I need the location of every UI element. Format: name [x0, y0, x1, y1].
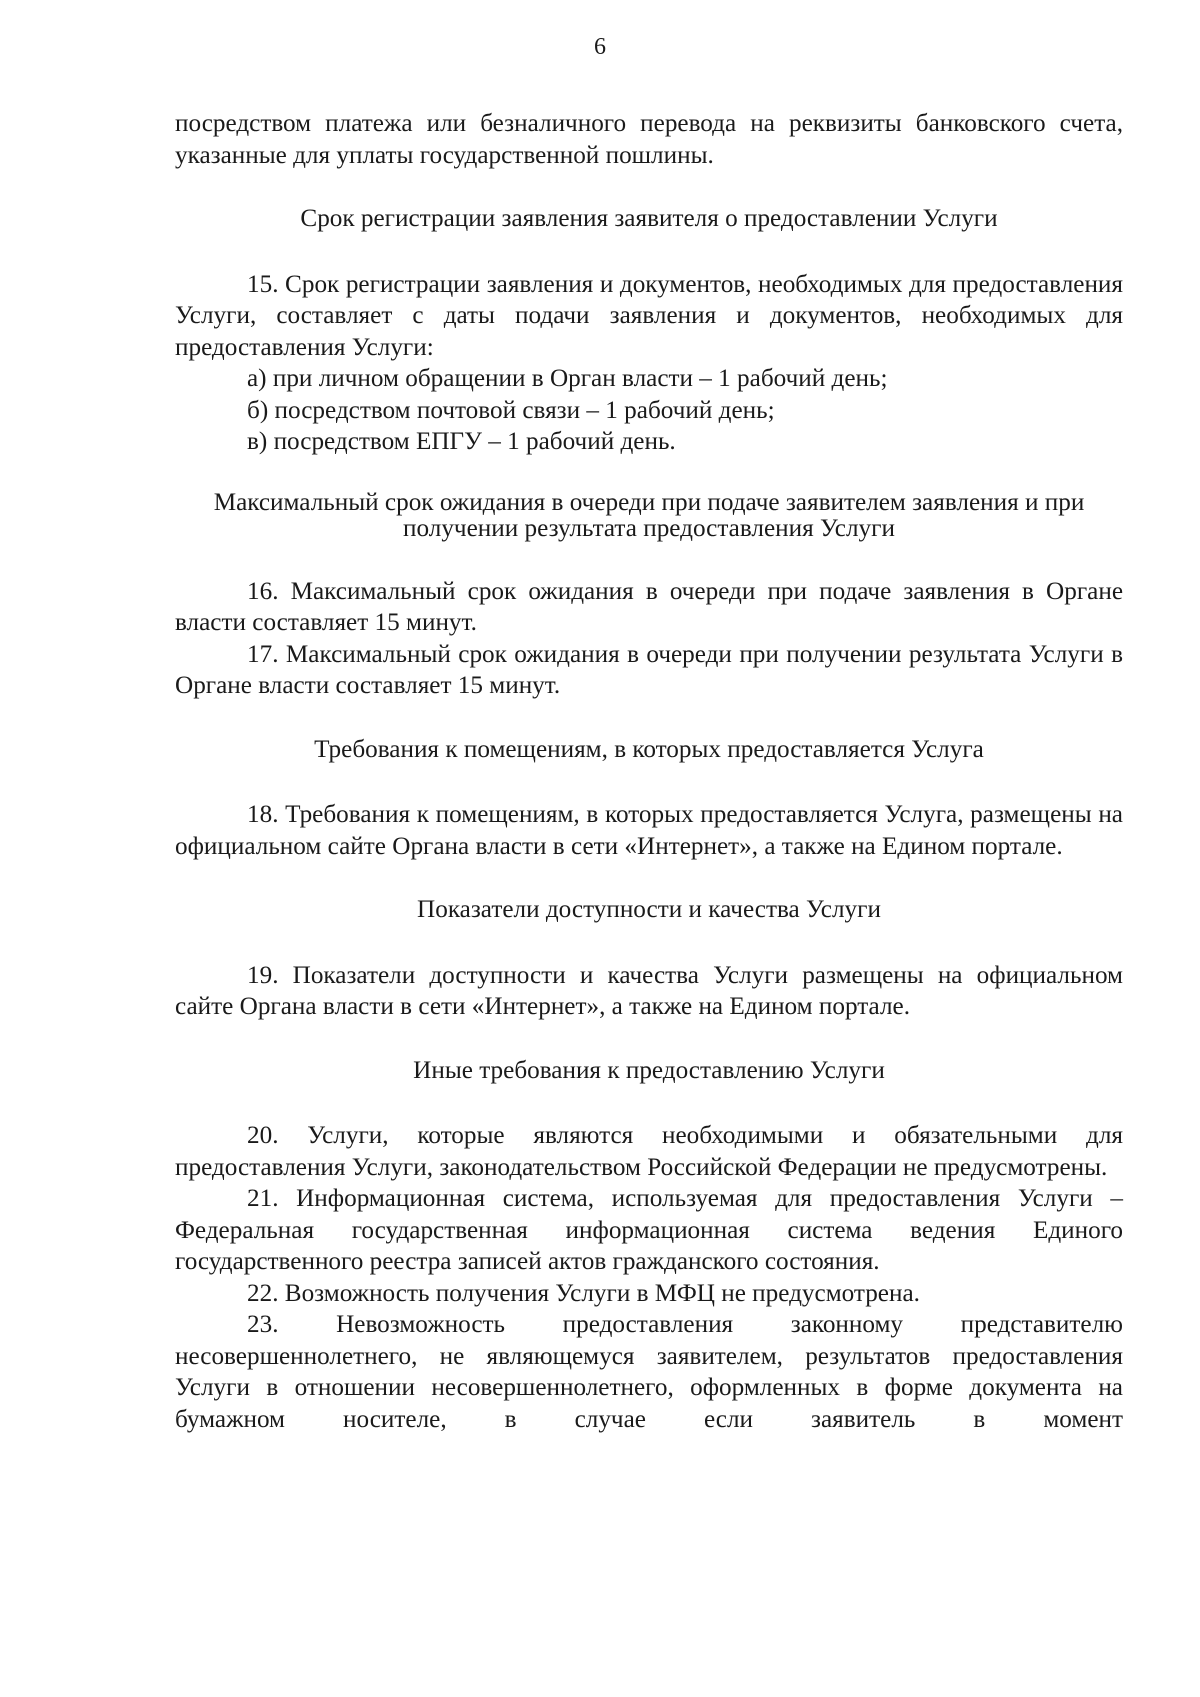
- paragraph-23: 23. Невозможность предоставления законному представителю несовершеннолетнего, не являющемуся заявителем, результатов предоставления Услуги в отношении несовершеннолетнего, оформленных в форме документа на бумажном носителе, в случае если заявитель в момент: [175, 1311, 1123, 1433]
- section-heading-queue-time: Максимальный срок ожидания в очереди при подаче заявителем заявления и при получении результата предоставления Услуги: [213, 488, 1085, 542]
- document-body: [175, 108, 1123, 1435]
- list-item-b: б) посредством почтовой связи – 1 рабочий день;: [247, 396, 775, 424]
- paragraph-17: 17. Максимальный срок ожидания в очереди при получении результата Услуги в Органе власти составляет 15 минут.: [175, 640, 1123, 699]
- list-item-a: а) при личном обращении в Орган власти – 1 рабочий день;: [247, 365, 888, 392]
- page-number: 6: [594, 34, 606, 60]
- section-heading-premises: Требования к помещениям, в которых предоставляется Услуга: [314, 735, 984, 763]
- paragraph-continuation: посредством платежа или безналичного перевода на реквизиты банковского счета, указанные для уплаты государственной пошлины.: [175, 110, 1123, 169]
- section-heading-other-requirements: Иные требования к предоставлению Услуги: [413, 1056, 885, 1084]
- paragraph-20: 20. Услуги, которые являются необходимыми и обязательными для предоставления Услуги, законодательством Российской Федерации не предусмотрены.: [175, 1122, 1123, 1181]
- list-item-c: в) посредством ЕПГУ – 1 рабочий день.: [247, 428, 676, 455]
- paragraph-18: 18. Требования к помещениям, в которых предоставляется Услуга, размещены на официальном сайте Органа власти в сети «Интернет», а также на Едином портале.: [175, 801, 1123, 860]
- paragraph-22: 22. Возможность получения Услуги в МФЦ не предусмотрена.: [247, 1279, 920, 1307]
- paragraph-21: 21. Информационная система, используемая для предоставления Услуги – Федеральная государственная информационная система ведения Единого государственного реестра записей актов гражданского состояния.: [175, 1185, 1123, 1275]
- section-heading-accessibility: Показатели доступности и качества Услуги: [417, 896, 881, 923]
- paragraph-15: 15. Срок регистрации заявления и документов, необходимых для предоставления Услуги, составляет с даты подачи заявления и документов, необходимых для предоставления Услуги:: [175, 270, 1123, 361]
- paragraph-19: 19. Показатели доступности и качества Услуги размещены на официальном сайте Органа власти в сети «Интернет», а также на Едином портале.: [175, 961, 1123, 1020]
- paragraph-16: 16. Максимальный срок ожидания в очереди при подаче заявления в Органе власти составляет 15 минут.: [175, 577, 1123, 636]
- section-heading-registration-term: Срок регистрации заявления заявителя о предоставлении Услуги: [300, 205, 998, 232]
